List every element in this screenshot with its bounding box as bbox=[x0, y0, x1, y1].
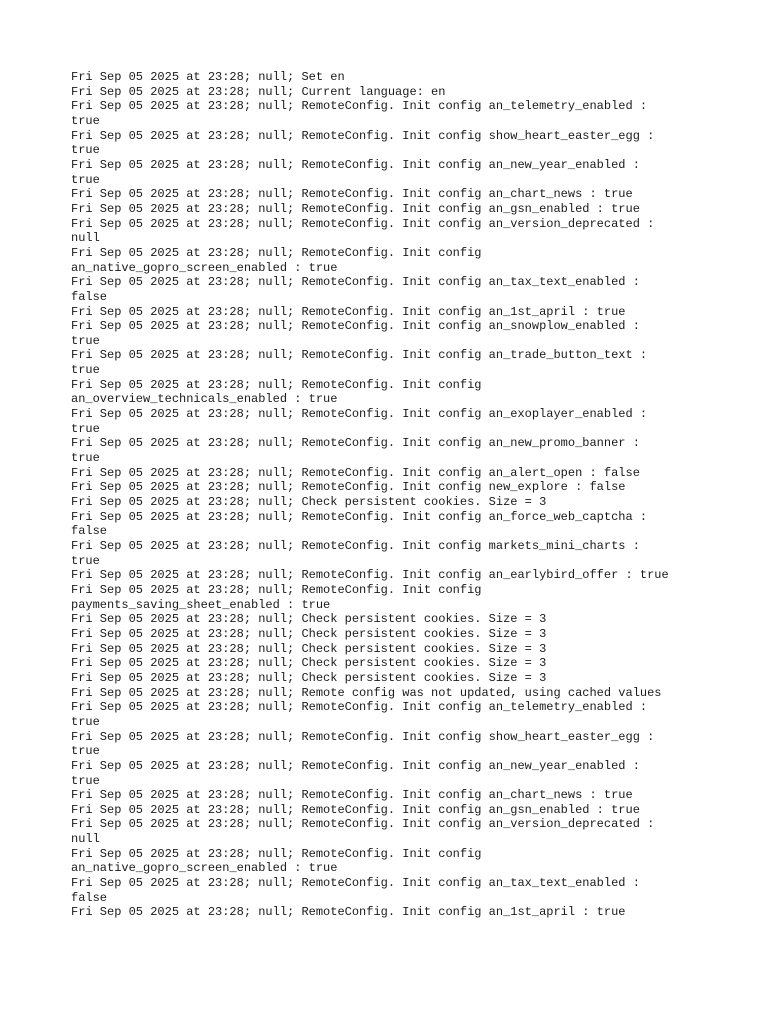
log-line: Fri Sep 05 2025 at 23:28; null; RemoteConfig. Init config an_tax_text_enabled : bbox=[71, 876, 640, 891]
log-line: true bbox=[71, 421, 100, 436]
log-line: Fri Sep 05 2025 at 23:28; null; RemoteConfig. Init config an_gsn_enabled : true bbox=[71, 802, 640, 817]
log-line: Fri Sep 05 2025 at 23:28; null; Check persistent cookies. Size = 3 bbox=[71, 641, 547, 656]
log-line: Fri Sep 05 2025 at 23:28; null; RemoteConfig. Init config an_version_deprecated : bbox=[71, 817, 655, 832]
log-line: an_native_gopro_screen_enabled : true bbox=[71, 260, 338, 275]
log-line: false bbox=[71, 524, 108, 539]
log-line: payments_saving_sheet_enabled : true bbox=[71, 597, 331, 612]
log-line: Fri Sep 05 2025 at 23:28; null; RemoteConfig. Init config an_chart_news : true bbox=[71, 187, 633, 202]
log-line: Fri Sep 05 2025 at 23:28; null; RemoteConfig. Init config bbox=[71, 846, 482, 861]
log-line: Fri Sep 05 2025 at 23:28; null; RemoteConfig. Init config an_snowplow_enabled : bbox=[71, 319, 640, 334]
log-line: false bbox=[71, 890, 108, 905]
log-line: Fri Sep 05 2025 at 23:28; null; RemoteConfig. Init config markets_mini_charts : bbox=[71, 539, 640, 553]
log-line: true bbox=[71, 773, 100, 788]
log-line: Fri Sep 05 2025 at 23:28; null; Check persistent cookies. Size = 3 bbox=[71, 495, 547, 510]
log-line: true bbox=[71, 113, 100, 128]
log-line: true bbox=[71, 363, 100, 378]
log-line: Fri Sep 05 2025 at 23:28; null; RemoteConfig. Init config an_earlybird_offer : true bbox=[71, 568, 669, 583]
log-line: Fri Sep 05 2025 at 23:28; null; RemoteConfig. Init config an_chart_news : true bbox=[71, 788, 633, 803]
log-line: Fri Sep 05 2025 at 23:28; null; Check persistent cookies. Size = 3 bbox=[71, 670, 547, 685]
log-line: Fri Sep 05 2025 at 23:28; null; RemoteConfig. Init config an_1st_april : true bbox=[71, 905, 626, 920]
log-line: Fri Sep 05 2025 at 23:28; null; RemoteConfig. Init config bbox=[71, 582, 482, 597]
log-line: true bbox=[71, 451, 100, 466]
log-line: Fri Sep 05 2025 at 23:28; null; Check persistent cookies. Size = 3 bbox=[71, 626, 547, 641]
log-line: an_overview_technicals_enabled : true bbox=[71, 392, 338, 407]
log-line: Fri Sep 05 2025 at 23:28; null; RemoteConfig. Init config an_force_web_captcha : bbox=[71, 509, 648, 524]
log-line: true bbox=[71, 744, 100, 759]
log-line: true bbox=[71, 172, 100, 187]
log-line: Fri Sep 05 2025 at 23:28; null; RemoteConfig. Init config an_trade_button_text : bbox=[71, 348, 648, 363]
log-line: Fri Sep 05 2025 at 23:28; null; RemoteConfig. Init config an_version_deprecated : bbox=[71, 216, 655, 231]
log-line: Fri Sep 05 2025 at 23:28; null; Set en bbox=[71, 70, 345, 84]
log-line: Fri Sep 05 2025 at 23:28; null; RemoteConfig. Init config show_heart_easter_egg : bbox=[71, 729, 655, 744]
log-line: Fri Sep 05 2025 at 23:28; null; RemoteConfig. Init config an_1st_april : true bbox=[71, 304, 626, 319]
log-line: null bbox=[71, 832, 100, 847]
log-line: Fri Sep 05 2025 at 23:28; null; RemoteConfig. Init config an_exoplayer_enabled : bbox=[71, 407, 648, 422]
log-line: Fri Sep 05 2025 at 23:28; null; RemoteConfig. Init config an_gsn_enabled : true bbox=[71, 201, 640, 216]
log-line: Fri Sep 05 2025 at 23:28; null; RemoteConfig. Init config an_new_promo_banner : bbox=[71, 436, 640, 451]
log-line: Fri Sep 05 2025 at 23:28; null; RemoteConfig. Init config an_tax_text_enabled : bbox=[71, 275, 640, 290]
log-line: Fri Sep 05 2025 at 23:28; null; RemoteConfig. Init config an_alert_open : false bbox=[71, 465, 640, 480]
log-line: Fri Sep 05 2025 at 23:28; null; RemoteConfig. Init config an_new_year_enabled : bbox=[71, 758, 640, 773]
log-line: false bbox=[71, 289, 108, 304]
log-line: Fri Sep 05 2025 at 23:28; null; Remote config was not updated, using cached values bbox=[71, 685, 662, 700]
log-line: Fri Sep 05 2025 at 23:28; null; Check persistent cookies. Size = 3 bbox=[71, 656, 547, 671]
log-line: Fri Sep 05 2025 at 23:28; null; Check persistent cookies. Size = 3 bbox=[71, 612, 547, 627]
log-document bbox=[71, 70, 731, 920]
log-line: Fri Sep 05 2025 at 23:28; null; RemoteConfig. Init config an_telemetry_enabled : bbox=[71, 99, 648, 114]
log-line: null bbox=[71, 231, 100, 246]
log-line: Fri Sep 05 2025 at 23:28; null; RemoteConfig. Init config new_explore : false bbox=[71, 480, 626, 495]
log-line: true bbox=[71, 333, 100, 348]
log-line: true bbox=[71, 553, 100, 568]
log-line: true bbox=[71, 143, 100, 158]
log-line: Fri Sep 05 2025 at 23:28; null; Current language: en bbox=[71, 84, 446, 99]
log-line: Fri Sep 05 2025 at 23:28; null; RemoteConfig. Init config an_telemetry_enabled : bbox=[71, 700, 648, 715]
log-line: Fri Sep 05 2025 at 23:28; null; RemoteConfig. Init config an_new_year_enabled : bbox=[71, 157, 640, 172]
log-line: Fri Sep 05 2025 at 23:28; null; RemoteConfig. Init config show_heart_easter_egg : bbox=[71, 128, 655, 143]
log-line: Fri Sep 05 2025 at 23:28; null; RemoteConfig. Init config bbox=[71, 245, 482, 260]
log-line: an_native_gopro_screen_enabled : true bbox=[71, 861, 338, 876]
log-line: Fri Sep 05 2025 at 23:28; null; RemoteConfig. Init config bbox=[71, 377, 482, 392]
log-line: true bbox=[71, 714, 100, 729]
